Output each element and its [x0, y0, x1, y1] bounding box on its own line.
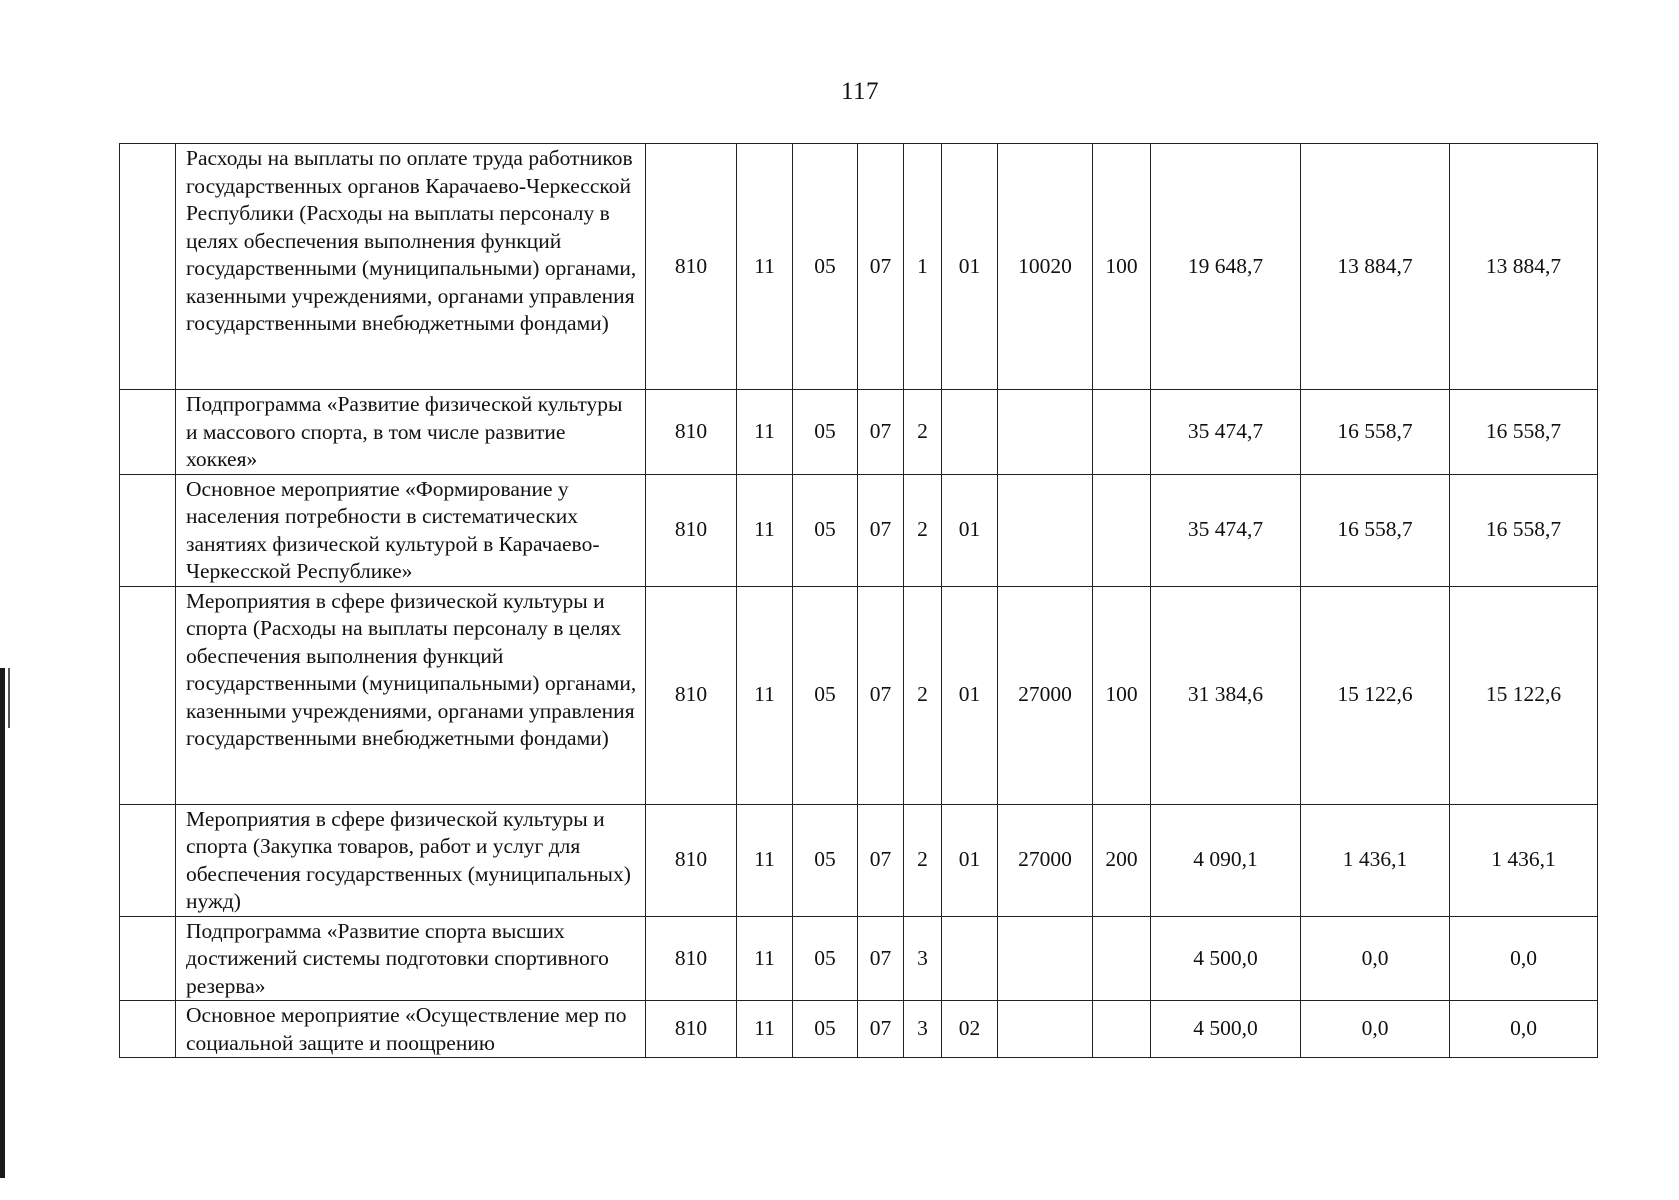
expense-type-code-cell: [1093, 1001, 1151, 1058]
main-activity-code-cell: 02: [942, 1001, 998, 1058]
amount-2-cell: 16 558,7: [1301, 474, 1450, 586]
main-activity-code-cell: 01: [942, 144, 998, 390]
table-row: [120, 474, 1598, 586]
description-cell: Мероприятия в сфере физической культуры и спорта (Закупка товаров, работ и услуг для обеспечения государственных (муниципальных) нужд): [176, 804, 646, 916]
direction-code-cell: [998, 474, 1093, 586]
ministry-code-cell: 810: [646, 390, 737, 475]
section-code-cell: 11: [737, 916, 793, 1001]
row-number-cell: [120, 144, 176, 390]
program-code-cell: 07: [858, 804, 904, 916]
amount-3-cell: 0,0: [1450, 1001, 1598, 1058]
amount-3-cell: 16 558,7: [1450, 474, 1598, 586]
direction-code-cell: [998, 916, 1093, 1001]
ministry-code-cell: 810: [646, 586, 737, 804]
section-code-cell: 11: [737, 1001, 793, 1058]
section-code-cell: 11: [737, 474, 793, 586]
section-code-cell: 11: [737, 804, 793, 916]
amount-2-cell: 13 884,7: [1301, 144, 1450, 390]
expense-type-code-cell: [1093, 390, 1151, 475]
amount-1-cell: 31 384,6: [1151, 586, 1301, 804]
subprogram-code-cell: 2: [904, 804, 942, 916]
direction-code-cell: 27000: [998, 804, 1093, 916]
subsection-code-cell: 05: [793, 390, 858, 475]
main-activity-code-cell: 01: [942, 586, 998, 804]
subsection-code-cell: 05: [793, 916, 858, 1001]
table-row: [120, 1001, 1598, 1058]
expense-type-code-cell: [1093, 916, 1151, 1001]
scan-edge-mark: [0, 668, 5, 1178]
program-code-cell: 07: [858, 1001, 904, 1058]
amount-2-cell: 0,0: [1301, 916, 1450, 1001]
subsection-code-cell: 05: [793, 474, 858, 586]
subsection-code-cell: 05: [793, 1001, 858, 1058]
expense-type-code-cell: 100: [1093, 144, 1151, 390]
main-activity-code-cell: 01: [942, 804, 998, 916]
description-cell: Подпрограмма «Развитие спорта высших достижений системы подготовки спортивного резерва»: [176, 916, 646, 1001]
direction-code-cell: [998, 390, 1093, 475]
ministry-code-cell: 810: [646, 804, 737, 916]
subprogram-code-cell: 1: [904, 144, 942, 390]
program-code-cell: 07: [858, 474, 904, 586]
row-number-cell: [120, 916, 176, 1001]
table-row: [120, 916, 1598, 1001]
program-code-cell: 07: [858, 586, 904, 804]
row-number-cell: [120, 586, 176, 804]
subprogram-code-cell: 2: [904, 586, 942, 804]
ministry-code-cell: 810: [646, 144, 737, 390]
table-row: [120, 804, 1598, 916]
subprogram-code-cell: 3: [904, 916, 942, 1001]
subsection-code-cell: 05: [793, 144, 858, 390]
amount-1-cell: 4 090,1: [1151, 804, 1301, 916]
expense-type-code-cell: [1093, 474, 1151, 586]
amount-2-cell: 0,0: [1301, 1001, 1450, 1058]
amount-3-cell: 0,0: [1450, 916, 1598, 1001]
row-number-cell: [120, 804, 176, 916]
amount-3-cell: 13 884,7: [1450, 144, 1598, 390]
section-code-cell: 11: [737, 586, 793, 804]
row-number-cell: [120, 474, 176, 586]
amount-3-cell: 15 122,6: [1450, 586, 1598, 804]
description-cell: Расходы на выплаты по оплате труда работников государственных органов Карачаево-Черкесской Республики (Расходы на выплаты персоналу в целях обеспечения выполнения функций государственными (муниципальными) органами, казенными учреждениями, органами управления государственными внебюджетными фондами): [176, 144, 646, 390]
expense-type-code-cell: 100: [1093, 586, 1151, 804]
amount-1-cell: 35 474,7: [1151, 474, 1301, 586]
subprogram-code-cell: 3: [904, 1001, 942, 1058]
ministry-code-cell: 810: [646, 916, 737, 1001]
main-activity-code-cell: [942, 390, 998, 475]
amount-1-cell: 35 474,7: [1151, 390, 1301, 475]
amount-1-cell: 4 500,0: [1151, 1001, 1301, 1058]
program-code-cell: 07: [858, 390, 904, 475]
amount-2-cell: 1 436,1: [1301, 804, 1450, 916]
row-number-cell: [120, 1001, 176, 1058]
amount-3-cell: 16 558,7: [1450, 390, 1598, 475]
table-row: [120, 144, 1598, 390]
description-cell: Подпрограмма «Развитие физической культуры и массового спорта, в том числе развитие хоккея»: [176, 390, 646, 475]
amount-3-cell: 1 436,1: [1450, 804, 1598, 916]
page-number: 117: [840, 78, 880, 105]
ministry-code-cell: 810: [646, 474, 737, 586]
budget-table: [119, 143, 1598, 1058]
expense-type-code-cell: 200: [1093, 804, 1151, 916]
main-activity-code-cell: 01: [942, 474, 998, 586]
amount-1-cell: 4 500,0: [1151, 916, 1301, 1001]
subprogram-code-cell: 2: [904, 474, 942, 586]
ministry-code-cell: 810: [646, 1001, 737, 1058]
amount-2-cell: 16 558,7: [1301, 390, 1450, 475]
section-code-cell: 11: [737, 144, 793, 390]
program-code-cell: 07: [858, 144, 904, 390]
subsection-code-cell: 05: [793, 586, 858, 804]
amount-2-cell: 15 122,6: [1301, 586, 1450, 804]
section-code-cell: 11: [737, 390, 793, 475]
table-row: [120, 586, 1598, 804]
subprogram-code-cell: 2: [904, 390, 942, 475]
amount-1-cell: 19 648,7: [1151, 144, 1301, 390]
description-cell: Основное мероприятие «Формирование у населения потребности в систематических занятиях физической культурой в Карачаево-Черкесской Республике»: [176, 474, 646, 586]
direction-code-cell: 10020: [998, 144, 1093, 390]
main-activity-code-cell: [942, 916, 998, 1001]
row-number-cell: [120, 390, 176, 475]
description-cell: Мероприятия в сфере физической культуры и спорта (Расходы на выплаты персоналу в целях обеспечения выполнения функций государственными (муниципальными) органами, казенными учреждениями, органами управления государственными внебюджетными фондами): [176, 586, 646, 804]
subsection-code-cell: 05: [793, 804, 858, 916]
table-row: [120, 390, 1598, 475]
description-cell: Основное мероприятие «Осуществление мер по социальной защите и поощрению: [176, 1001, 646, 1058]
direction-code-cell: [998, 1001, 1093, 1058]
scan-edge-tick: [8, 668, 10, 728]
program-code-cell: 07: [858, 916, 904, 1001]
direction-code-cell: 27000: [998, 586, 1093, 804]
